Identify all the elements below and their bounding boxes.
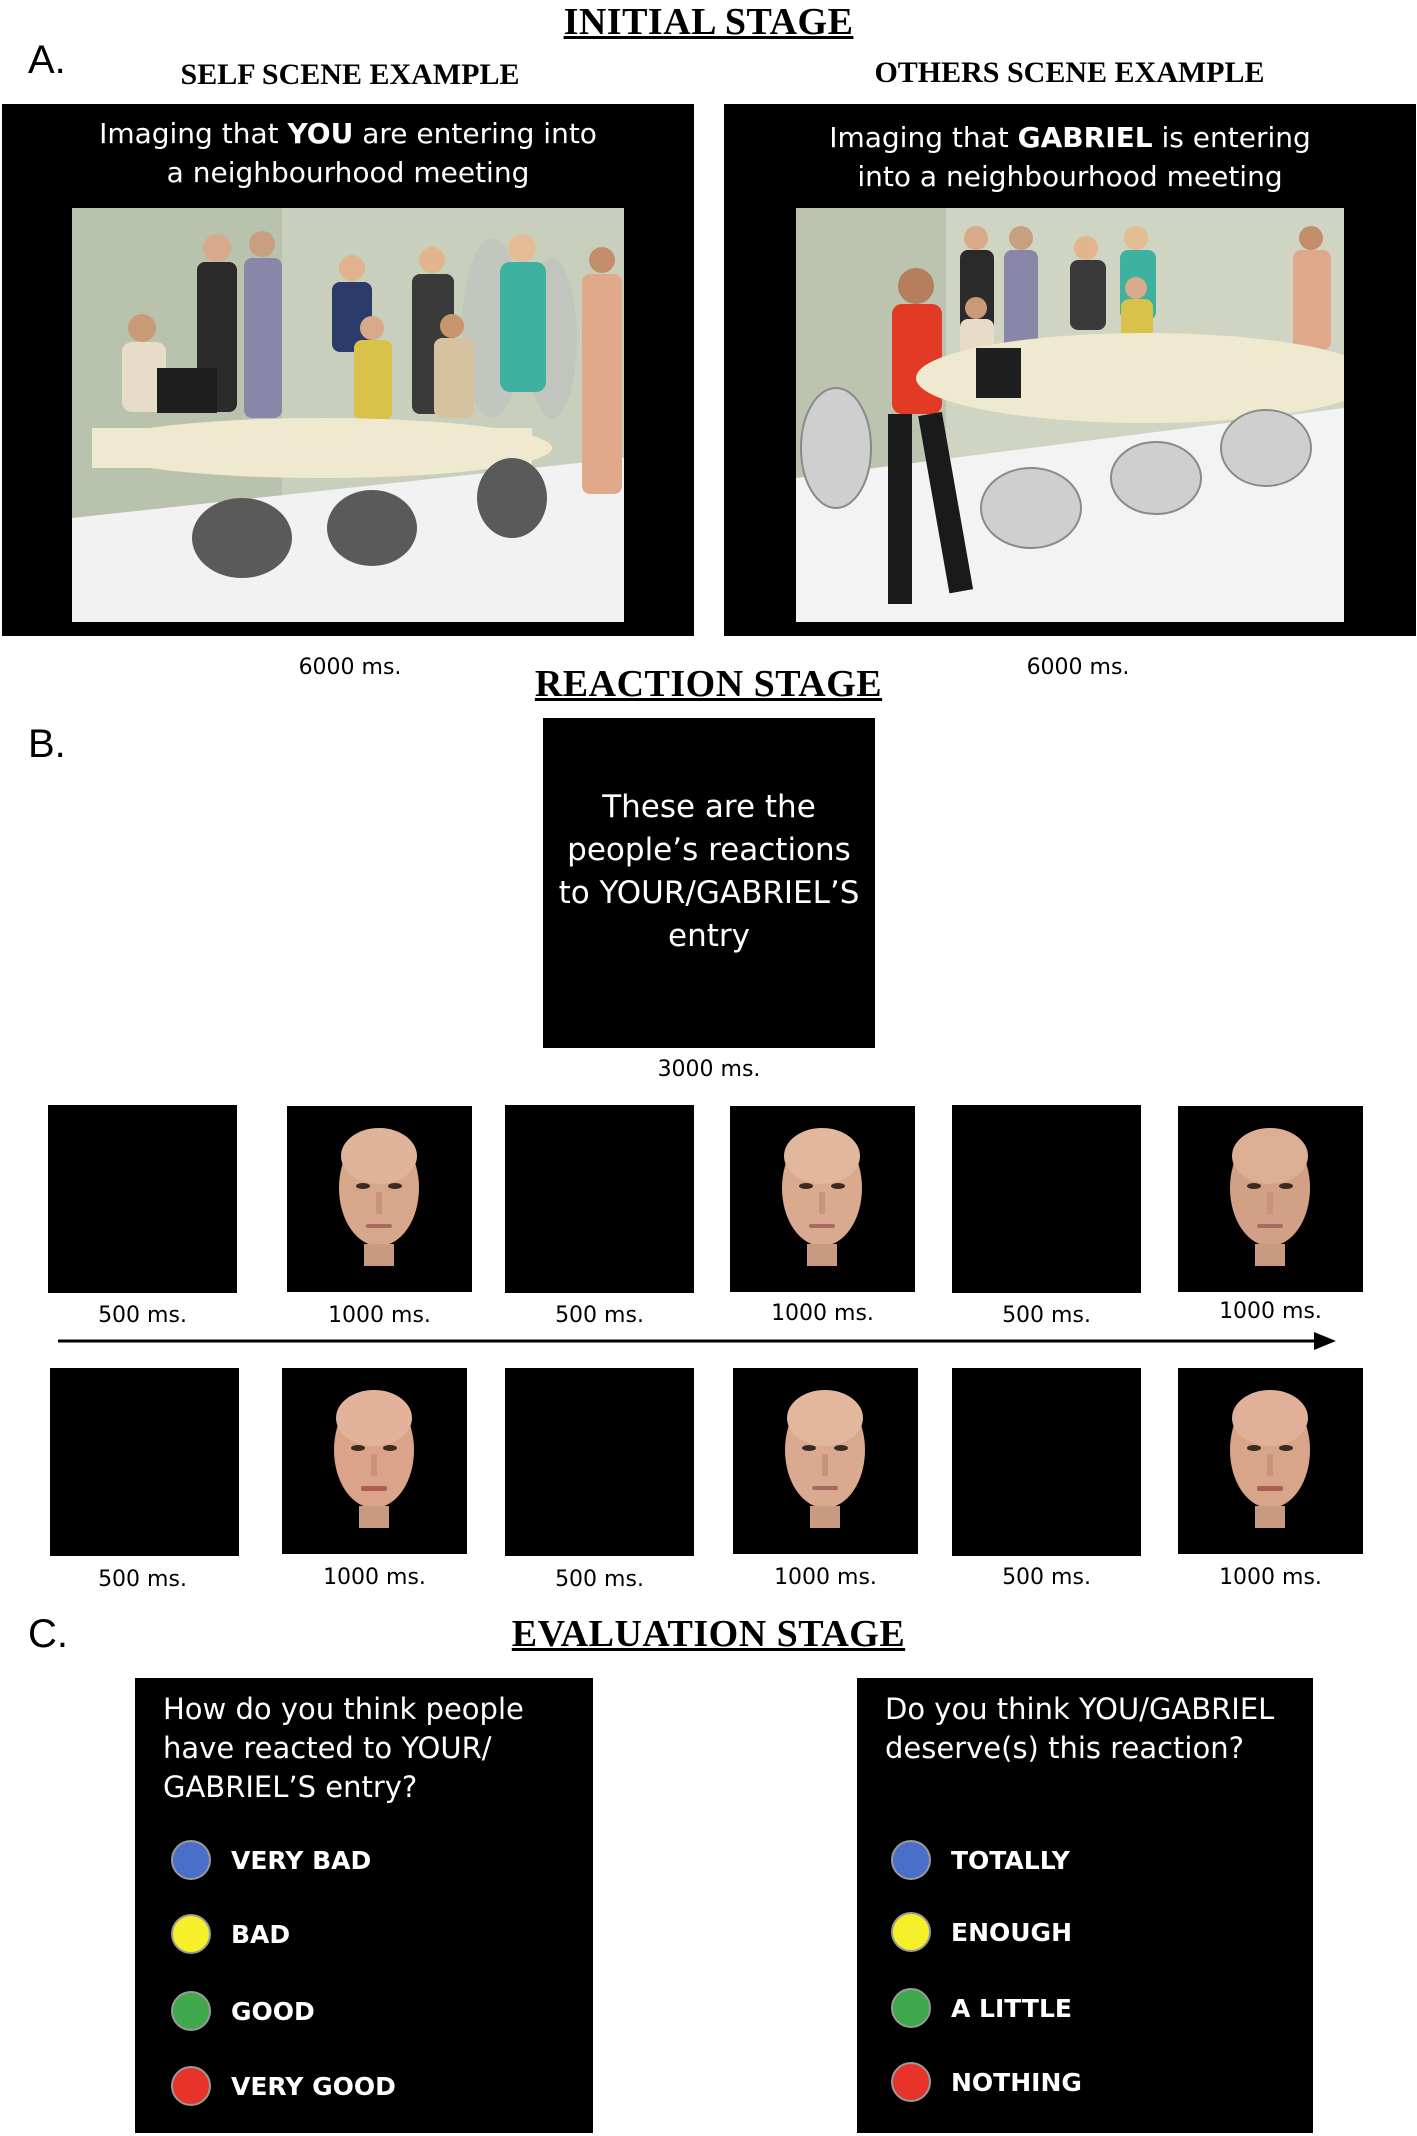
reaction-prompt-text: These are the people’s reactions to YOUR/GABRIEL’S entry [558, 789, 860, 954]
option-a-little[interactable] [891, 1988, 1072, 2028]
option-label: ENOUGH [951, 1917, 1072, 1947]
face-screen [730, 1106, 915, 1292]
duration-label: 1000 ms. [1219, 1565, 1322, 1590]
face-screen [287, 1106, 472, 1292]
others-scene-text: Imaging that GABRIEL is entering into a neighbourhood meeting [829, 121, 1311, 193]
face-image [1227, 1126, 1313, 1266]
blank-screen [505, 1368, 694, 1556]
option-nothing[interactable] [891, 2062, 1082, 2102]
face-image [331, 1388, 417, 1528]
face-image [779, 1126, 865, 1266]
duration-label: 1000 ms. [1219, 1299, 1322, 1324]
evaluation-question-2-text: Do you think YOU/GABRIEL deserve(s) this reaction? [885, 1692, 1275, 1765]
option-enough[interactable] [891, 1912, 1072, 1952]
blank-screen [952, 1368, 1141, 1556]
others-scene-label: OTHERS SCENE EXAMPLE [874, 56, 1265, 89]
blank-screen [48, 1105, 237, 1293]
self-scene-panel [2, 104, 694, 636]
face-screen [1178, 1106, 1363, 1292]
evaluation-question-1-text: How do you think people have reacted to YOUR/ GABRIEL’S entry? [163, 1692, 524, 1804]
option-label: VERY GOOD [231, 2071, 396, 2101]
option-color-dot [171, 2066, 211, 2106]
option-label: A LITTLE [951, 1993, 1072, 2023]
duration-label: 500 ms. [1002, 1303, 1091, 1328]
self-meeting-scene-image [72, 208, 624, 622]
duration-label: 500 ms. [555, 1567, 644, 1592]
evaluation-question-1-panel [135, 1678, 593, 2133]
initial-stage-title: INITIAL STAGE [563, 1, 854, 43]
face-screen [1178, 1368, 1363, 1554]
blank-screen [50, 1368, 239, 1556]
reaction-prompt-screen [543, 718, 875, 1048]
option-label: VERY BAD [231, 1845, 372, 1875]
option-very-bad[interactable] [171, 1840, 371, 1880]
evaluation-question-2-panel [857, 1678, 1313, 2133]
self-scene-label: SELF SCENE EXAMPLE [180, 58, 520, 91]
option-color-dot [891, 1912, 931, 1952]
duration-label: 500 ms. [98, 1303, 187, 1328]
option-very-good[interactable] [171, 2066, 396, 2106]
duration-label: 1000 ms. [323, 1565, 426, 1590]
duration-label: 1000 ms. [328, 1303, 431, 1328]
timeline-arrow [58, 1328, 1338, 1354]
option-bad[interactable] [171, 1914, 290, 1954]
option-color-dot [891, 1988, 931, 2028]
evaluation-stage-title: EVALUATION STAGE [511, 1613, 906, 1655]
section-letter-c: C. [28, 1612, 68, 1656]
option-label: BAD [231, 1919, 291, 1949]
section-letter-a: A. [28, 38, 66, 82]
blank-screen [505, 1105, 694, 1293]
option-color-dot [171, 1840, 211, 1880]
option-color-dot [171, 1991, 211, 2031]
others-scene-panel [724, 104, 1416, 636]
section-letter-b: B. [28, 722, 66, 766]
duration-label: 1000 ms. [771, 1301, 874, 1326]
reaction-stage-title: REACTION STAGE [534, 663, 883, 705]
face-image [782, 1388, 868, 1528]
face-screen [282, 1368, 467, 1554]
option-good[interactable] [171, 1991, 315, 2031]
option-label: GOOD [231, 1996, 315, 2026]
duration-label: 500 ms. [1002, 1565, 1091, 1590]
reaction-prompt-duration: 3000 ms. [657, 1057, 761, 1082]
option-label: NOTHING [951, 2067, 1082, 2097]
face-image [336, 1126, 422, 1266]
option-label: TOTALLY [951, 1845, 1070, 1875]
option-color-dot [891, 1840, 931, 1880]
others-meeting-scene-image [796, 208, 1344, 622]
blank-screen [952, 1105, 1141, 1293]
duration-label: 500 ms. [98, 1567, 187, 1592]
duration-label: 500 ms. [555, 1303, 644, 1328]
duration-label: 1000 ms. [774, 1565, 877, 1590]
option-color-dot [891, 2062, 931, 2102]
self-scene-duration: 6000 ms. [298, 655, 402, 680]
option-totally[interactable] [891, 1840, 1070, 1880]
option-color-dot [171, 1914, 211, 1954]
face-screen [733, 1368, 918, 1554]
face-image [1227, 1388, 1313, 1528]
others-scene-duration: 6000 ms. [1026, 655, 1130, 680]
self-scene-text: Imaging that YOU are entering into a neighbourhood meeting [99, 117, 597, 189]
